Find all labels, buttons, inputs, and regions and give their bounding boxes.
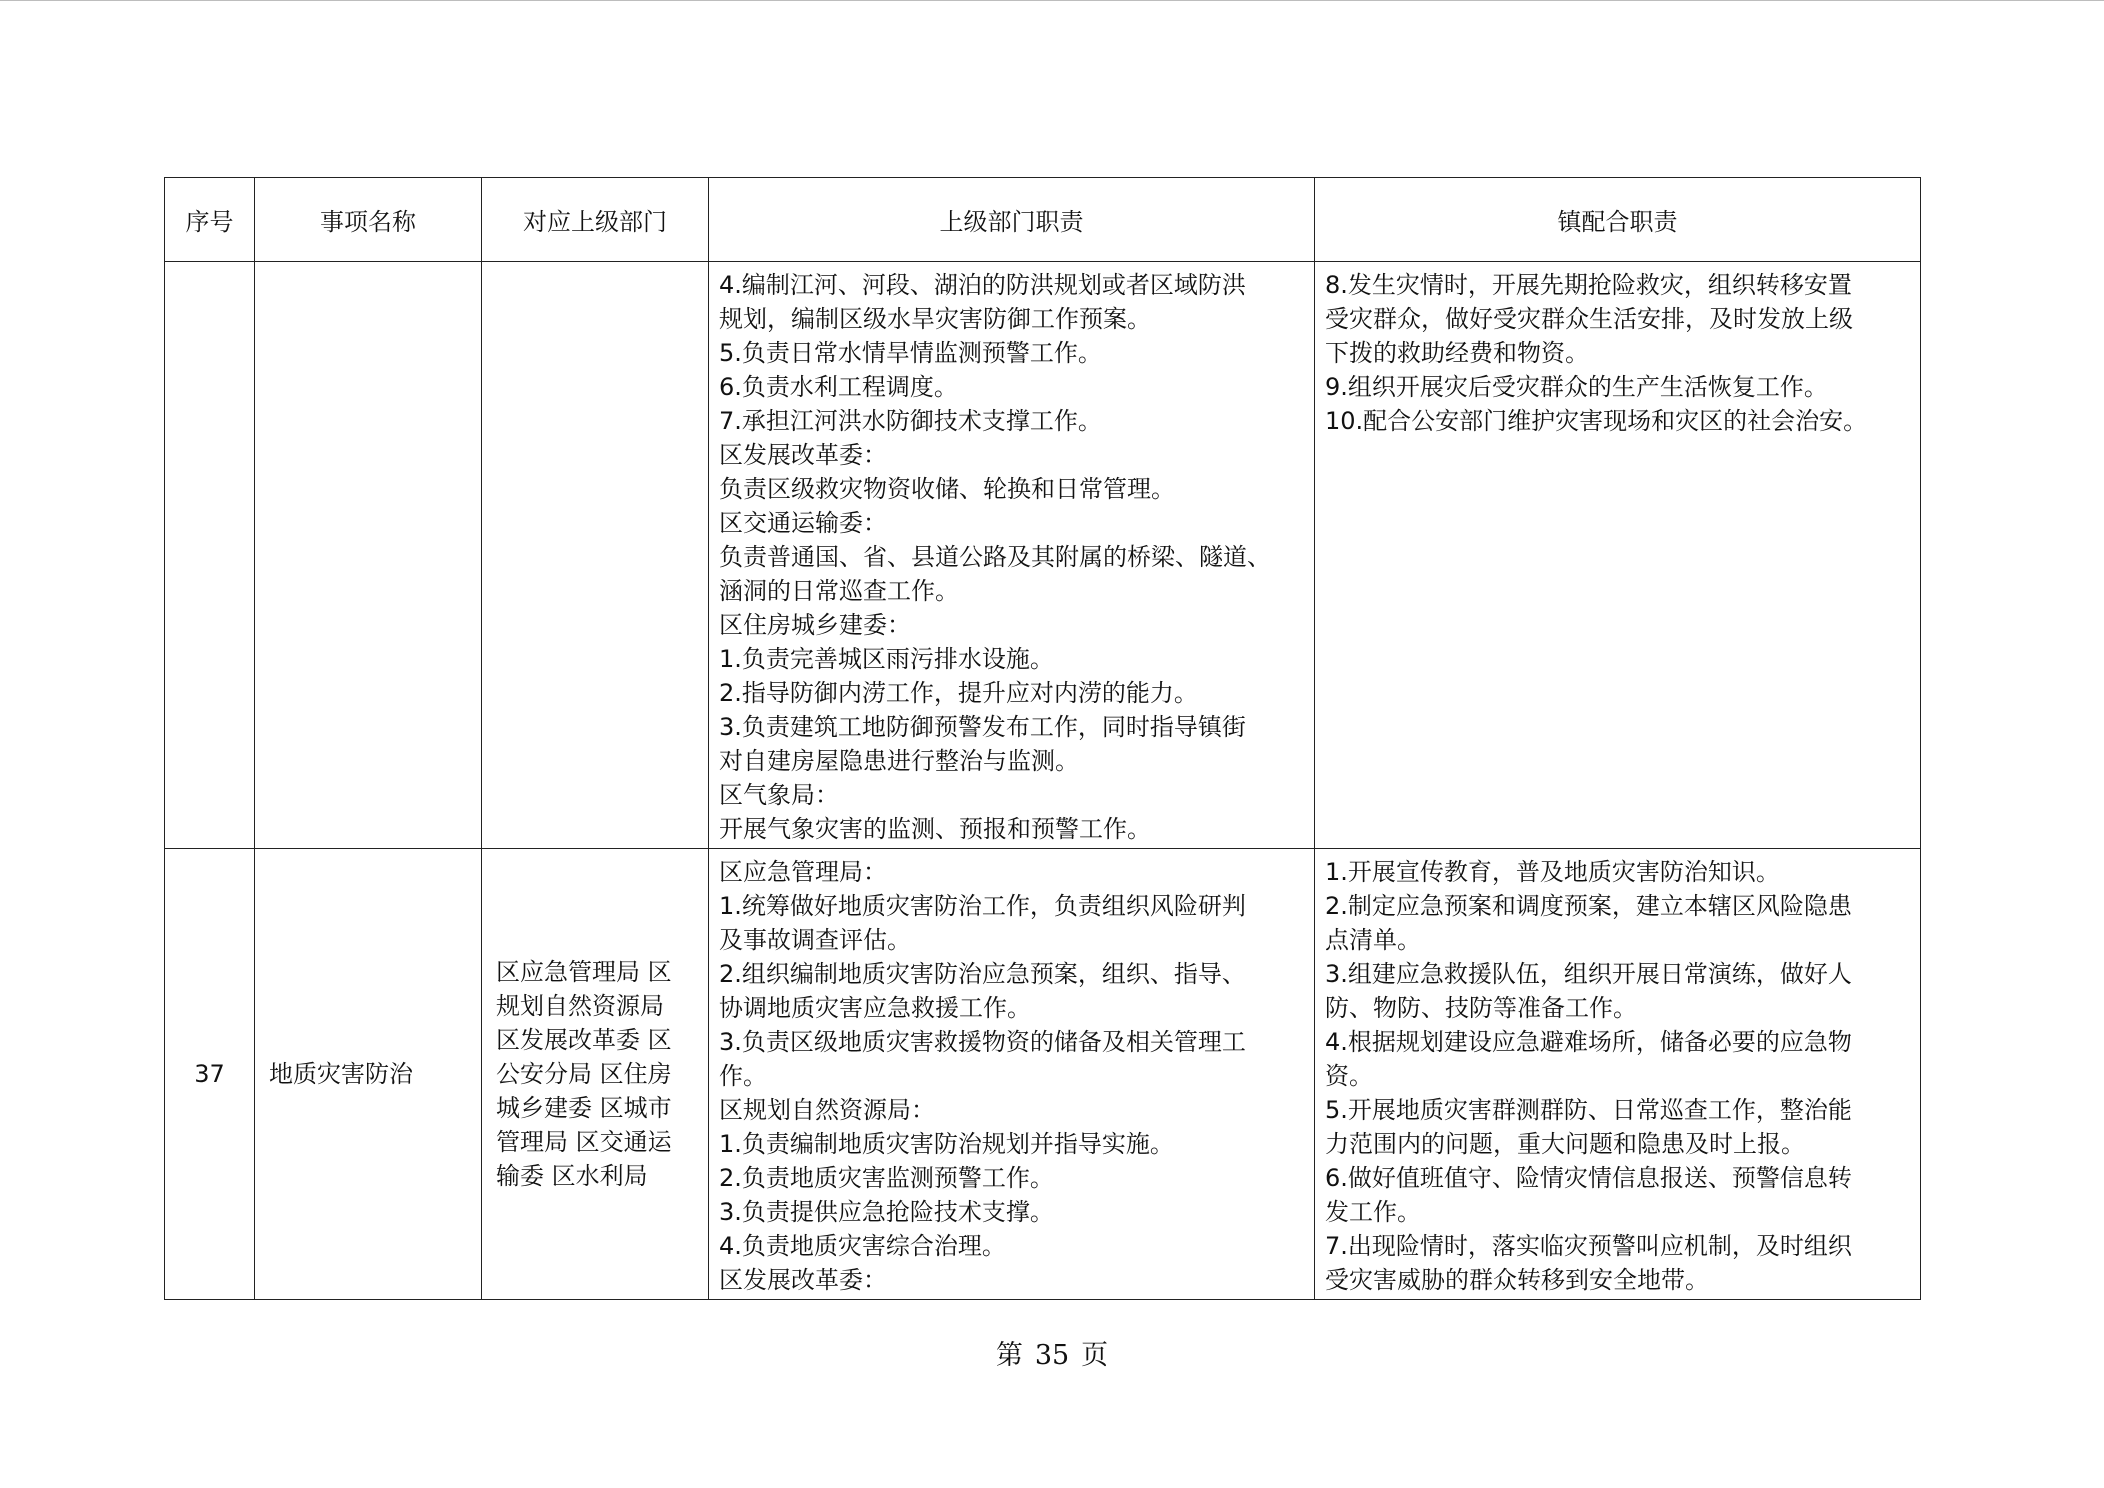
text-line: 防、物防、技防等准备工作。 — [1325, 994, 1637, 1022]
text-line: 协调地质灾害应急救援工作。 — [719, 994, 1031, 1022]
text-line: 7.承担江河洪水防御技术支撑工作。 — [719, 407, 1102, 435]
text-line: 负责区级救灾物资收储、轮换和日常管理。 — [719, 475, 1175, 503]
text-line: 区应急管理局： — [719, 858, 887, 886]
text-line: 输委 区水利局 — [496, 1162, 648, 1190]
text-line: 力范围内的问题，重大问题和隐患及时上报。 — [1325, 1130, 1805, 1158]
table-row-37 — [165, 849, 1921, 1300]
header-item-name: 事项名称 — [255, 178, 482, 262]
text-line: 负责普通国、省、县道公路及其附属的桥梁、隧道、 — [719, 543, 1271, 571]
text-line: 区气象局： — [719, 781, 839, 809]
header-number: 序号 — [165, 178, 255, 262]
text-line: 3.组建应急救援队伍，组织开展日常演练，做好人 — [1325, 960, 1852, 988]
cell-town-duties-37 — [1315, 849, 1921, 1300]
text-line: 7.出现险情时，落实临灾预警叫应机制，及时组织 — [1325, 1232, 1852, 1260]
text-line: 9.组织开展灾后受灾群众的生产生活恢复工作。 — [1325, 373, 1828, 401]
text-line: 3.负责建筑工地防御预警发布工作，同时指导镇街 — [719, 713, 1246, 741]
text-line: 区应急管理局 区 — [496, 958, 672, 986]
text-line: 区发展改革委： — [719, 441, 887, 469]
cell-name-continued — [255, 262, 482, 849]
header-town-duties: 镇配合职责 — [1315, 178, 1921, 262]
cell-name-37: 地质灾害防治 — [255, 849, 482, 1300]
cell-department-37 — [482, 849, 709, 1300]
text-line: 城乡建委 区城市 — [496, 1094, 672, 1122]
text-line: 受灾害威胁的群众转移到安全地带。 — [1325, 1266, 1709, 1294]
text-line: 管理局 区交通运 — [496, 1128, 672, 1156]
cell-department-continued — [482, 262, 709, 849]
text-line: 区规划自然资源局： — [719, 1096, 935, 1124]
text-line: 4.编制江河、河段、湖泊的防洪规划或者区域防洪 — [719, 271, 1246, 299]
text-line: 3.负责提供应急抢险技术支撑。 — [719, 1198, 1054, 1226]
text-line: 对自建房屋隐患进行整治与监测。 — [719, 747, 1079, 775]
text-line: 4.负责地质灾害综合治理。 — [719, 1232, 1006, 1260]
text-line: 1.开展宣传教育，普及地质灾害防治知识。 — [1325, 858, 1780, 886]
page-footer — [0, 1333, 2104, 1372]
text-line: 1.负责编制地质灾害防治规划并指导实施。 — [719, 1130, 1174, 1158]
table-row-continued — [165, 262, 1921, 849]
text-line: 资。 — [1325, 1062, 1373, 1090]
text-line: 规划自然资源局 — [496, 992, 664, 1020]
cell-superior-duties-continued — [709, 262, 1315, 849]
cell-superior-duties-37 — [709, 849, 1315, 1300]
text-line: 6.做好值班值守、险情灾情信息报送、预警信息转 — [1325, 1164, 1852, 1192]
text-line: 公安分局 区住房 — [496, 1060, 672, 1088]
text-line: 区发展改革委： — [719, 1266, 887, 1294]
top-border-line — [0, 0, 2104, 1]
text-line: 受灾群众，做好受灾群众生活安排，及时发放上级 — [1325, 305, 1853, 333]
cell-number-continued — [165, 262, 255, 849]
header-superior-department: 对应上级部门 — [482, 178, 709, 262]
text-line: 区发展改革委 区 — [496, 1026, 672, 1054]
cell-town-duties-continued — [1315, 262, 1921, 849]
page-footer-suffix: 页 — [1081, 1340, 1109, 1371]
text-line: 点清单。 — [1325, 926, 1421, 954]
text-line: 开展气象灾害的监测、预报和预警工作。 — [719, 815, 1151, 843]
text-line: 3.负责区级地质灾害救援物资的储备及相关管理工 — [719, 1028, 1246, 1056]
text-line: 4.根据规划建设应急避难场所，储备必要的应急物 — [1325, 1028, 1852, 1056]
text-line: 2.负责地质灾害监测预警工作。 — [719, 1164, 1054, 1192]
text-line: 1.负责完善城区雨污排水设施。 — [719, 645, 1054, 673]
text-line: 8.发生灾情时，开展先期抢险救灾，组织转移安置 — [1325, 271, 1852, 299]
cell-number-37: 37 — [165, 849, 255, 1300]
text-line: 发工作。 — [1325, 1198, 1421, 1226]
text-line: 6.负责水利工程调度。 — [719, 373, 958, 401]
text-line: 区交通运输委： — [719, 509, 887, 537]
table-header-row — [165, 178, 1921, 262]
text-line: 规划，编制区级水旱灾害防御工作预案。 — [719, 305, 1151, 333]
text-line: 作。 — [719, 1062, 767, 1090]
text-line: 下拨的救助经费和物资。 — [1325, 339, 1589, 367]
text-line: 5.负责日常水情旱情监测预警工作。 — [719, 339, 1102, 367]
header-superior-duties: 上级部门职责 — [709, 178, 1315, 262]
page-number: 35 — [1034, 1340, 1070, 1371]
text-line: 区住房城乡建委： — [719, 611, 911, 639]
text-line: 5.开展地质灾害群测群防、日常巡查工作，整治能 — [1325, 1096, 1852, 1124]
text-line: 2.指导防御内涝工作，提升应对内涝的能力。 — [719, 679, 1198, 707]
text-line: 2.制定应急预案和调度预案，建立本辖区风险隐患 — [1325, 892, 1852, 920]
duty-table — [164, 177, 1921, 1300]
page-footer-prefix: 第 — [995, 1340, 1023, 1371]
text-line: 及事故调查评估。 — [719, 926, 911, 954]
text-line: 2.组织编制地质灾害防治应急预案，组织、指导、 — [719, 960, 1246, 988]
text-line: 1.统筹做好地质灾害防治工作，负责组织风险研判 — [719, 892, 1246, 920]
text-line: 涵洞的日常巡查工作。 — [719, 577, 959, 605]
text-line: 10.配合公安部门维护灾害现场和灾区的社会治安。 — [1325, 407, 1868, 435]
